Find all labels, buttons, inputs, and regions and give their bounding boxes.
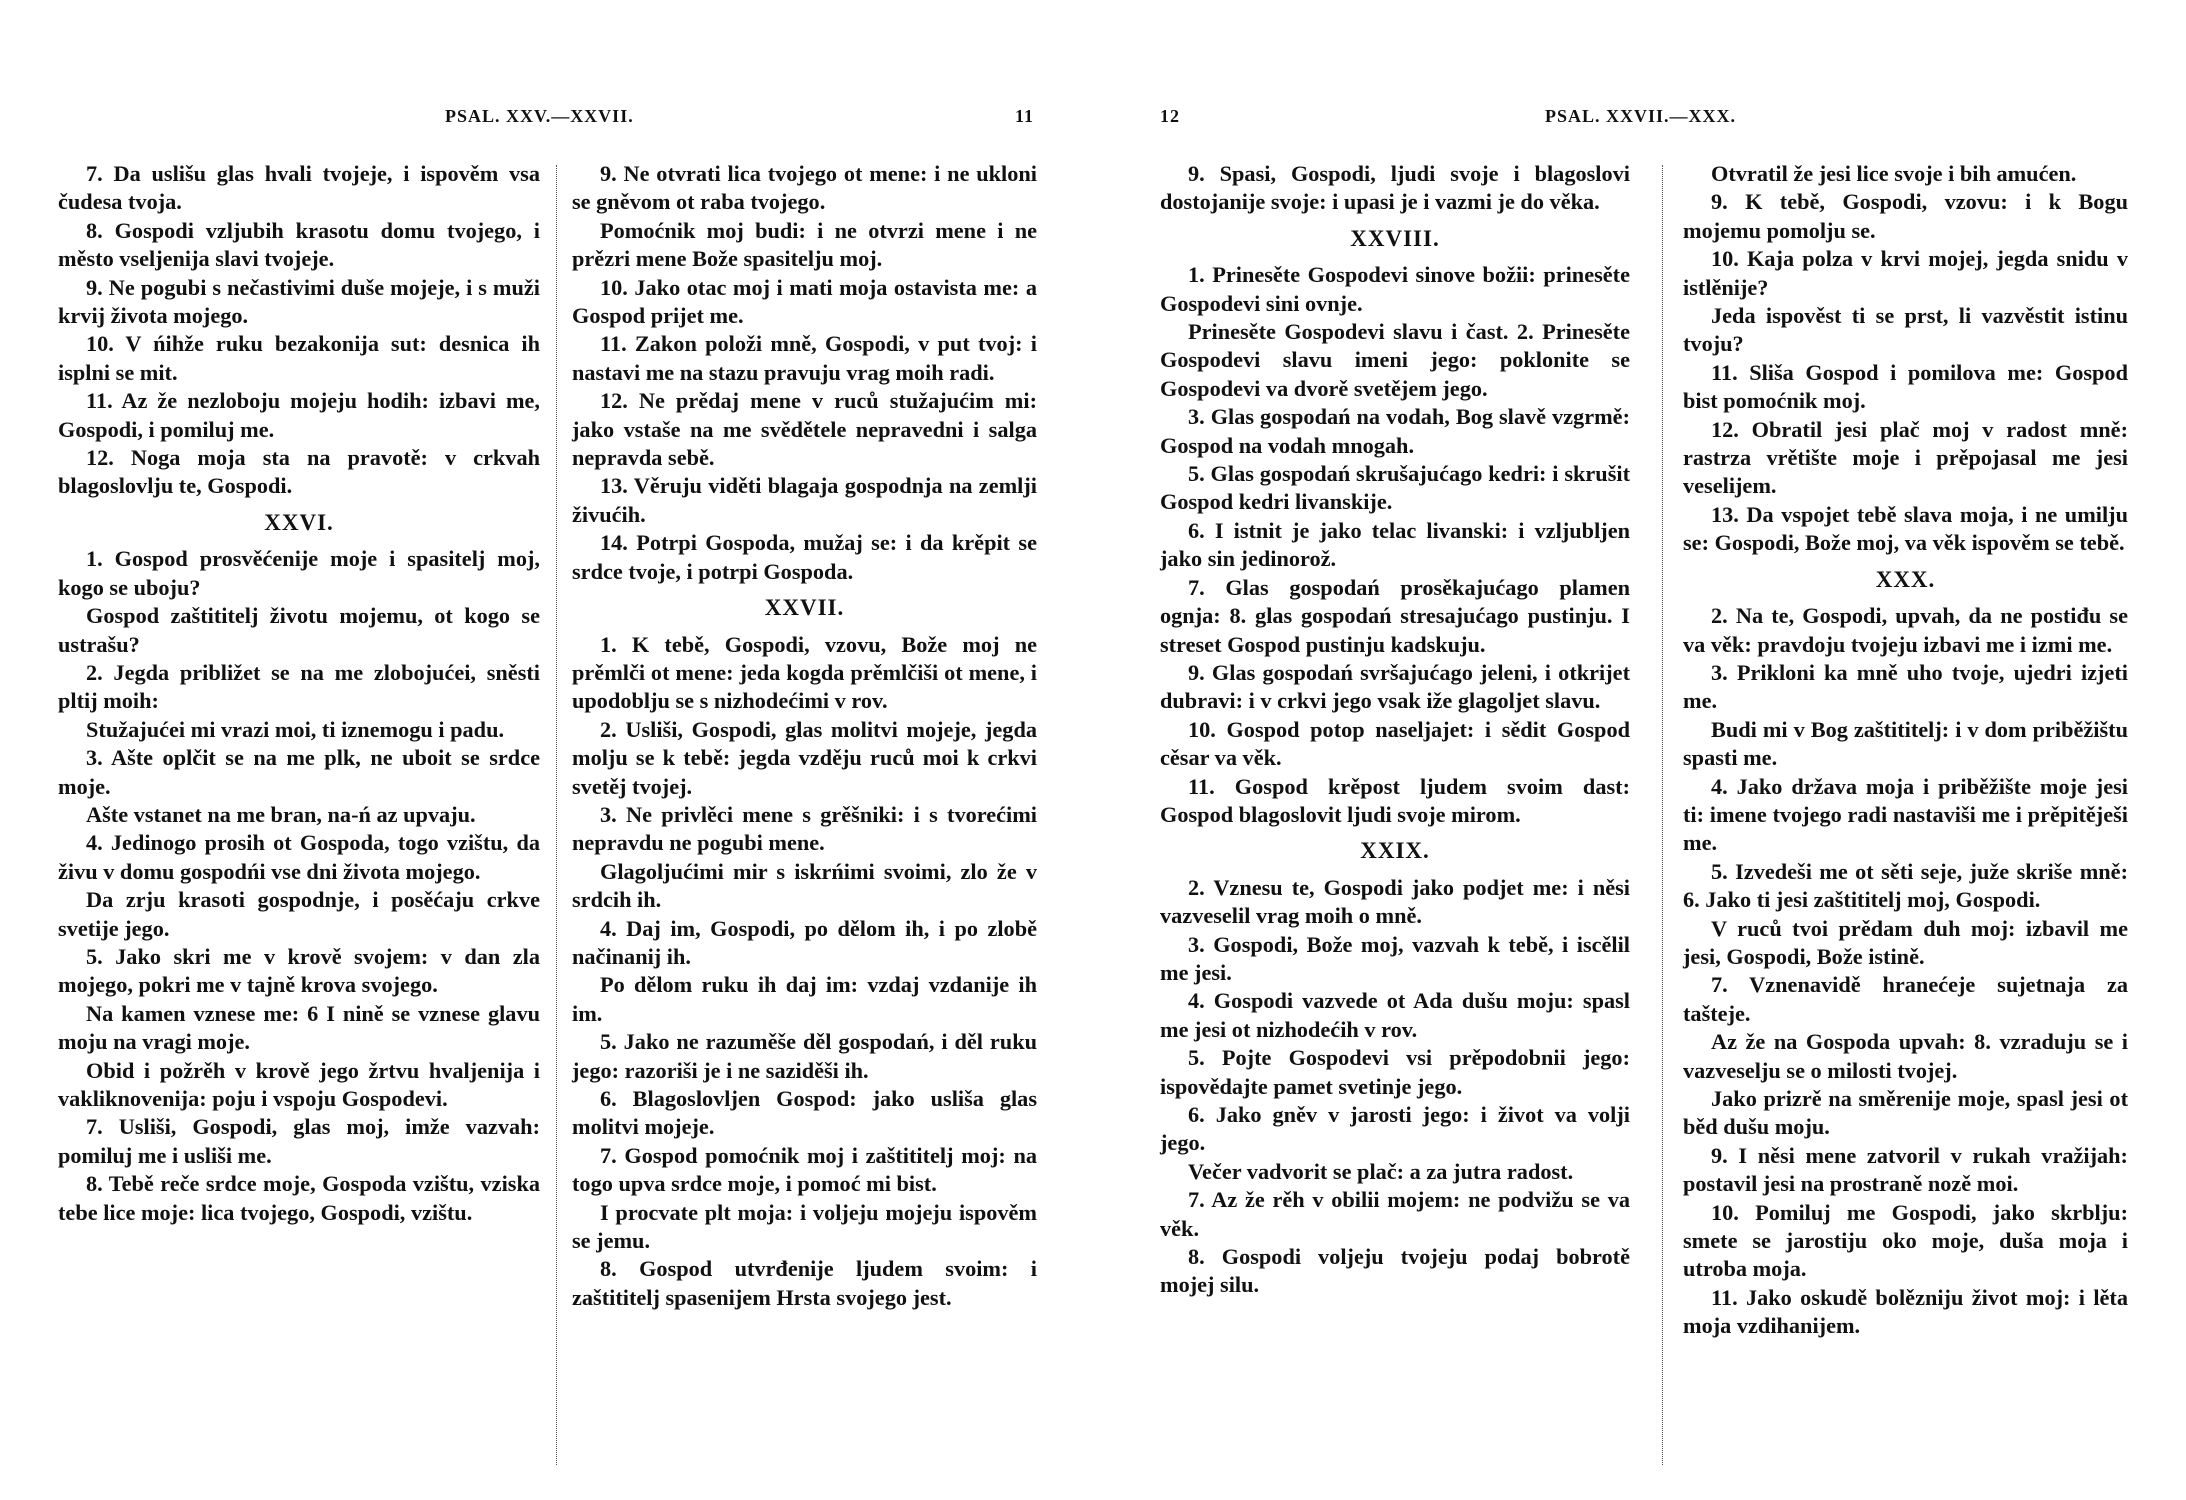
verse: 1. Prinesěte Gospodevi sinove božii: prinesěte Gospodevi sini ovnje.: [1160, 262, 1630, 316]
column-divider: [1662, 165, 1663, 1465]
psalm-heading: XXVII.: [764, 595, 845, 621]
verse: 13. Da vspojet tebě slava moja, i ne umilju se: Gospodi, Bože moj, va věk ispověm se tebě.: [1683, 501, 2128, 556]
verse: 7. Vznenavidě hranećeje sujetnaja za tašteje.: [1683, 972, 2128, 1026]
verse: 5. Pojte Gospodevi vsi prěpodobnii jego: ispovědajte pamet svetinje jego.: [1160, 1045, 1630, 1099]
verse: 8. Tebě reče srdce moje, Gospoda vzištu, vziska tebe lice moje: lica tvojego, Gospodi, vzištu.: [58, 1171, 540, 1225]
verse: Na kamen vznese me: 6 I nině se vznese glavu moju na vragi moje.: [58, 1000, 540, 1055]
right-running-title: PSAL. XXVII.—XXX.: [1545, 106, 1737, 126]
psalm-heading: XXVIII.: [1350, 225, 1440, 251]
verse: Obid i požrěh v krově jego žrtvu hvaljenija i vakliknovenija: poju i vspoju Gospodevi.: [58, 1057, 540, 1111]
verse: 4. Gospodi vazvede ot Ada dušu moju: spasl me jesi ot nizhodećih v rov.: [1160, 988, 1630, 1042]
verse: 7. Usliši, Gospodi, glas moj, imže vazvah: pomiluj me i usliši me.: [58, 1114, 540, 1168]
verse: 1. K tebě, Gospodi, vzovu, Bože moj ne prěmlči ot mene: jeda kogda prěmlčiši ot mene, i upodoblju se s nizhodećimi v rov.: [572, 631, 1037, 714]
verse: 4. Jako država moja i priběžište moje jesi ti: imene tvojego radi nastaviši me i prěpitěješi me.: [1683, 773, 2128, 856]
verse: Budi mi v Bog zaštititelj: i v dom priběžištu spasti me.: [1683, 716, 2128, 771]
verse: 8. Gospodi voljeju tvojeju podaj bobrotě mojej silu.: [1160, 1244, 1630, 1298]
verse: 3. Prikloni ka mně uho tvoje, ujedri izjeti me.: [1683, 659, 2128, 714]
verse: 6. I istnit je jako telac livanski: i vzljubljen jako sin jedinorož.: [1160, 517, 1630, 572]
verse: 12. Noga moja sta na pravotě: v crkvah blagoslovlju te, Gospodi.: [58, 445, 540, 499]
verse: Otvratil že jesi lice svoje i bih amućen.: [1711, 161, 2077, 186]
verse: Večer vadvorit se plač: a za jutra radost.: [1188, 1158, 1574, 1184]
verse: 9. Ne pogubi s nečastivimi duše mojeje, i s muži krvij života mojego.: [58, 274, 540, 329]
column-divider: [556, 165, 557, 1465]
left-page-column-1: [58, 160, 540, 1227]
verse: 8. Gospod utvrđenije ljudem svoim: i zaštititelj spasenijem Hrsta svojego jest.: [572, 1256, 1037, 1310]
verse: 5. Izvedeši me ot sěti seje, juže skriše mně: 6. Jako ti jesi zaštititelj moj, Gospodi.: [1683, 858, 2128, 913]
verse: 11. Az že nezloboju mojeju hodih: izbavi me, Gospodi, i pomiluj me.: [58, 388, 540, 442]
verse: 11. Gospod krěpost ljudem svoim dast: Gospod blagoslovit ljudi svoje mirom.: [1160, 773, 1630, 827]
verse: 11. Sliša Gospod i pomilova me: Gospod bist pomoćnik moj.: [1683, 359, 2128, 414]
verse: 2. Na te, Gospodi, upvah, da ne postiđu se va věk: pravdoju tvojeju izbavi me i izmi me.: [1683, 603, 2128, 657]
verse: 9. Spasi, Gospodi, ljudi svoje i blagoslovi dostojanije svoje: i upasi je i vazmi je do věka.: [1160, 161, 1630, 215]
right-page-column-1: [1160, 160, 1630, 1300]
verse: 13. Věruju viděti blagaja gospodnja na zemlji živućih.: [572, 473, 1037, 527]
verse: 4. Jedinogo prosih ot Gospoda, togo vzištu, da živu v domu gospodńi vse dni života mojego.: [58, 830, 540, 884]
verse: 2. Vznesu te, Gospodi jako podjet me: i něsi vazveselil vrag moih o mně.: [1160, 874, 1630, 929]
verse: V ruců tvoi prědam duh moj: izbavil me jesi, Gospodi, Bože istině.: [1683, 915, 2128, 969]
psalm-heading: XXIX.: [1360, 838, 1430, 864]
psalm-heading: XXVI.: [264, 509, 334, 535]
left-page-number: 11: [1015, 106, 1035, 126]
verse: 10. Kaja polza v krvi mojej, jegda snidu v istlěnije?: [1683, 246, 2128, 300]
verse: 12. Ne prědaj mene v ruců stužajućim mi: jako vstaše na me svědětele nepravedni i salga nepravda sebě.: [572, 388, 1037, 471]
verse: 9. Glas gospodań svršajućago jeleni, i otkrijet dubravi: i v crkvi jego vsak iže glagoljet slavu.: [1160, 659, 1630, 714]
verse: 7. Gospod pomoćnik moj i zaštititelj moj: na togo upva srdce moje, i pomoć mi bist.: [572, 1142, 1037, 1197]
verse: I procvate plt moja: i voljeju mojeju ispověm se jemu.: [572, 1199, 1037, 1254]
verse: 5. Jako skri me v krově svojem: v dan zla mojego, pokri me v tajně krova svojego.: [58, 943, 540, 998]
verse: 10. V ńihže ruku bezakonija sut: desnica ih isplni se mit.: [58, 331, 540, 385]
verse: 9. K tebě, Gospodi, vzovu: i k Bogu mojemu pomolju se.: [1683, 189, 2128, 243]
verse: 7. Da uslišu glas hvali tvojeje, i ispověm vsa čudesa tvoja.: [58, 161, 540, 215]
verse: 3. Ne privlěci mene s grěšniki: i s tvorećimi nepravdu ne pogubi mene.: [572, 801, 1037, 856]
verse: 8. Gospodi vzljubih krasotu domu tvojego, i město vseljenija slavi tvojeje.: [58, 217, 540, 272]
verse: 3. Ašte oplčit se na me plk, ne uboit se srdce moje.: [58, 745, 540, 799]
verse: 7. Glas gospodań prosěkajućago plamen ognja: 8. glas gospodań stresajućago pustinju. I streset Gospod pustinju kadskuju.: [1160, 574, 1630, 657]
verse: 10. Jako otac moj i mati moja ostavista me: a Gospod prijet me.: [572, 274, 1037, 329]
verse: 9. Ne otvrati lica tvojego ot mene: i ne ukloni se gněvom ot raba tvojego.: [572, 161, 1037, 215]
psalm-heading: XXX.: [1875, 566, 1936, 592]
verse: 5. Glas gospodań skrušajućago kedri: i skrušit Gospod kedri livanskije.: [1160, 461, 1630, 515]
right-page-column-2: [1683, 160, 2128, 1341]
verse: 6. Blagoslovljen Gospod: jako usliša glas molitvi mojeje.: [572, 1086, 1037, 1140]
left-running-title: PSAL. XXV.—XXVII.: [445, 106, 634, 126]
verse: 6. Jako gněv v jarosti jego: i život va volji jego.: [1160, 1102, 1630, 1156]
right-page-number: 12: [1160, 106, 1180, 126]
verse: 2. Jegda približet se na me zlobojućei, sněsti pltij moih:: [58, 659, 540, 714]
verse: Pomoćnik moj budi: i ne otvrzi mene i ne prězri mene Bože spasitelju moj.: [572, 217, 1037, 272]
verse: 1. Gospod prosvěćenije moje i spasitelj moj, kogo se uboju?: [58, 546, 540, 600]
verse: 9. I něsi mene zatvoril v rukah vražijah: postavil jesi na prostraně nozě moi.: [1683, 1142, 2128, 1197]
verse: 5. Jako ne razuměše děl gospodań, i děl ruku jego: razoriši je i ne saziděši ih.: [572, 1029, 1037, 1083]
left-page-column-2: [572, 160, 1037, 1312]
verse: Glagoljućimi mir s iskrńimi svoimi, zlo že v srdcih ih.: [572, 858, 1037, 913]
verse: 2. Usliši, Gospodi, glas molitvi mojeje, jegda molju se k tebě: jegda vzděju ruců moi k crkvi svetěj tvojej.: [572, 716, 1037, 799]
verse: Jeda ispověst ti se prst, li vazvěstit istinu tvoju?: [1683, 303, 2128, 357]
verse: Prinesěte Gospodevi slavu i čast. 2. Prinesěte Gospodevi slavu imeni jego: poklonite se Gospodevi va dvorě svetějem jego.: [1160, 319, 1630, 401]
verse: Az že na Gospoda upvah: 8. vzraduju se i vazveselju se o milosti tvojej.: [1683, 1029, 2128, 1083]
verse: 10. Pomiluj me Gospodi, jako skrblju: smete se jarostiju oko moje, duša moja i utroba moja.: [1683, 1199, 2128, 1282]
verse: 14. Potrpi Gospoda, mužaj se: i da krěpit se srdce tvoje, i potrpi Gospoda.: [572, 530, 1037, 584]
verse: 3. Glas gospodań na vodah, Bog slavě vzgrmě: Gospod na vodah mnogah.: [1160, 404, 1630, 458]
verse: Jako prizrě na směrenije moje, spasl jesi ot běd dušu moju.: [1683, 1086, 2128, 1140]
verse: Po dělom ruku ih daj im: vzdaj vzdanije ih im.: [572, 972, 1037, 1026]
verse: 7. Az že rěh v obilii mojem: ne podvižu se va věk.: [1160, 1187, 1630, 1241]
verse: Stužajućei mi vrazi moi, ti iznemogu i padu.: [86, 716, 505, 742]
verse: 10. Gospod potop naseljajet: i sědit Gospod cěsar va věk.: [1160, 716, 1630, 771]
verse: 11. Zakon položi mně, Gospodi, v put tvoj: i nastavi me na stazu pravuju vrag moih radi.: [572, 331, 1037, 385]
verse: 11. Jako oskudě bolězniju život moj: i lěta moja vzdihanijem.: [1683, 1284, 2128, 1339]
verse: Gospod zaštititelj životu mojemu, ot kogo se ustrašu?: [58, 603, 540, 657]
verse: Da zrju krasoti gospodnje, i posěćaju crkve svetije jego.: [58, 887, 540, 941]
verse: 12. Obratil jesi plač moj v radost mně: rastrza vrětište moje i prěpojasal me jesi veselijem.: [1683, 416, 2128, 499]
verse: Ašte vstanet na me bran, na-ń az upvaju.: [86, 801, 476, 827]
verse: 4. Daj im, Gospodi, po dělom ih, i po zlobě načinanij ih.: [572, 915, 1037, 969]
verse: 3. Gospodi, Bože moj, vazvah k tebě, i iscělil me jesi.: [1160, 931, 1630, 985]
